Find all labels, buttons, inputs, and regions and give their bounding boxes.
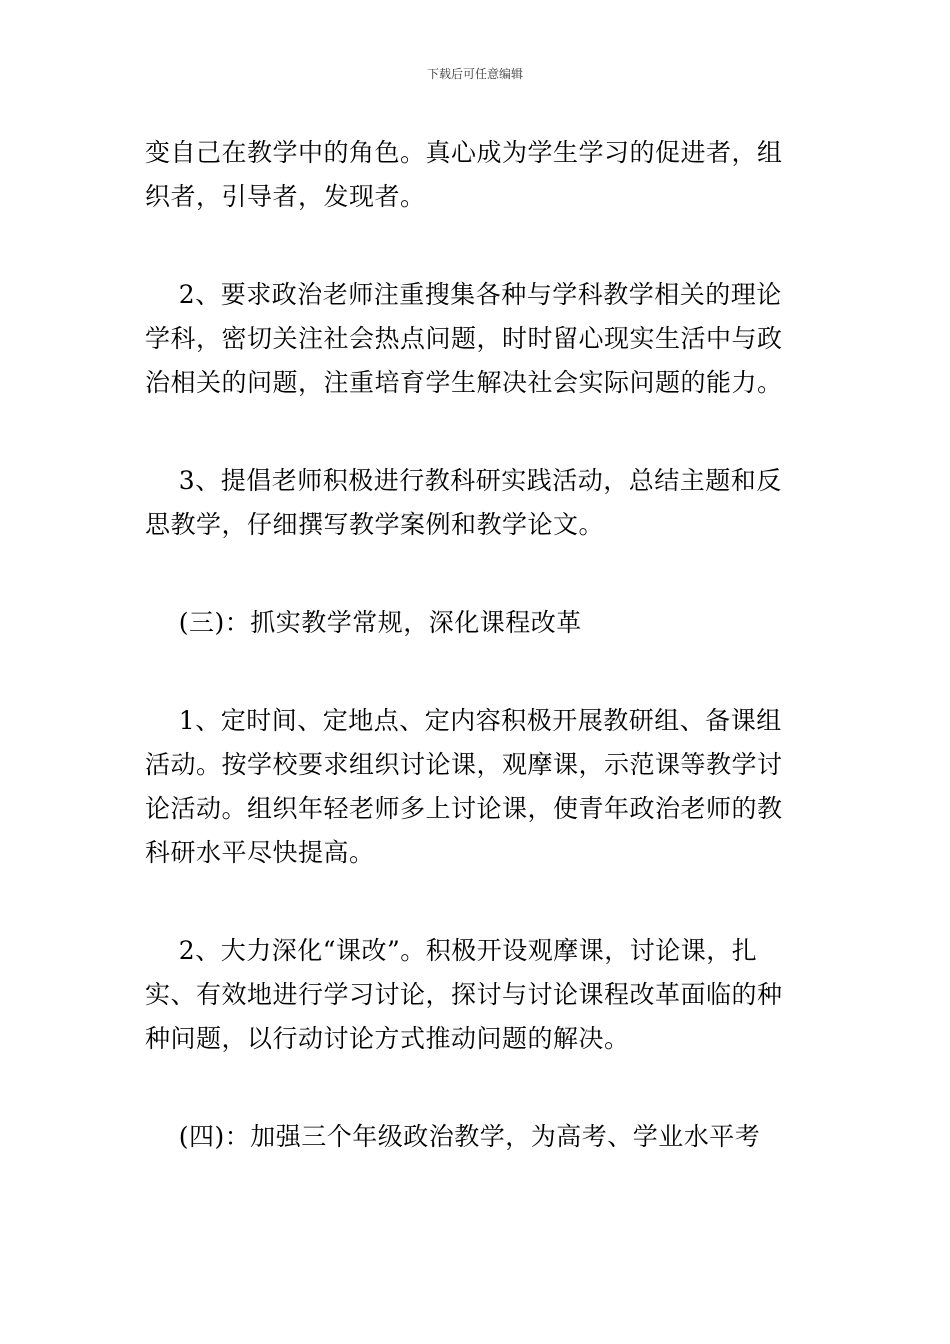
paragraph-gap xyxy=(145,1061,807,1115)
document-body xyxy=(145,131,807,1159)
text-line: 种问题，以行动讨论方式推动问题的解决。 xyxy=(145,1024,630,1053)
text-line: 织者，引导者，发现者。 xyxy=(145,182,426,211)
paragraph xyxy=(145,699,807,875)
section-heading xyxy=(145,601,807,645)
text-line: (三)：抓实教学常规，深化课程改革 xyxy=(145,608,582,637)
page-header: 下载后可任意编辑 xyxy=(426,67,523,81)
text-line: 治相关的问题，注重培育学生解决社会实际问题的能力。 xyxy=(145,368,783,397)
paragraph xyxy=(145,273,807,405)
paragraph xyxy=(145,459,807,547)
text-line: 2、大力深化“课改”。积极开设观摩课，讨论课，扎 xyxy=(145,936,758,965)
paragraph-gap xyxy=(145,645,807,699)
paragraph-gap xyxy=(145,875,807,929)
text-line: 1、定时间、定地点、定内容积极开展教研组、备课组 xyxy=(145,706,782,735)
paragraph-gap xyxy=(145,405,807,459)
text-line: 3、提倡老师积极进行教科研实践活动，总结主题和反 xyxy=(145,466,782,495)
text-line: 科研水平尽快提高。 xyxy=(145,838,375,867)
paragraph xyxy=(145,131,807,219)
text-line: 实、有效地进行学习讨论，探讨与讨论课程改革面临的种 xyxy=(145,980,783,1009)
text-line: (四)：加强三个年级政治教学，为高考、学业水平考 xyxy=(145,1122,761,1151)
paragraph xyxy=(145,929,807,1061)
section-heading xyxy=(145,1115,807,1159)
text-line: 思教学，仔细撰写教学案例和教学论文。 xyxy=(145,510,605,539)
text-line: 学科，密切关注社会热点问题，时时留心现实生活中与政 xyxy=(145,324,783,353)
text-line: 活动。按学校要求组织讨论课，观摩课，示范课等教学讨 xyxy=(145,750,783,779)
text-line: 论活动。组织年轻老师多上讨论课，使青年政治老师的教 xyxy=(145,794,783,823)
text-line: 变自己在教学中的角色。真心成为学生学习的促进者，组 xyxy=(145,138,783,167)
text-line: 2、要求政治老师注重搜集各种与学科教学相关的理论 xyxy=(145,280,782,309)
paragraph-gap xyxy=(145,219,807,273)
paragraph-gap xyxy=(145,547,807,601)
